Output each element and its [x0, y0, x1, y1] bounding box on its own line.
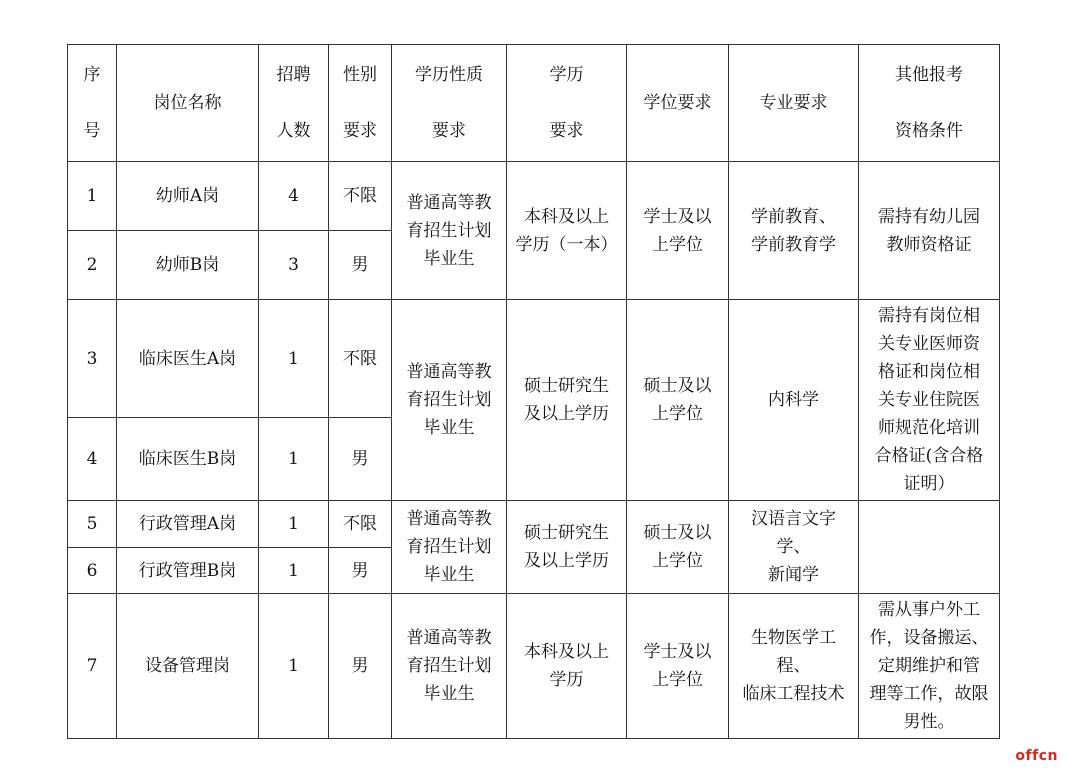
cell-seq: 6 [68, 548, 117, 594]
header-gender: 性别 要求 [329, 45, 392, 162]
cell-recruit-count: 1 [259, 418, 329, 501]
cell-edu: 本科及以上 学历（一本） [507, 162, 627, 300]
cell-seq: 2 [68, 231, 117, 300]
header-recruit-count: 招聘 人数 [259, 45, 329, 162]
cell-degree: 学士及以 上学位 [627, 162, 729, 300]
cell-gender: 男 [329, 548, 392, 594]
header-row [68, 45, 1000, 162]
cell-gender: 不限 [329, 300, 392, 418]
cell-edu: 本科及以上 学历 [507, 594, 627, 739]
table-row [68, 594, 1000, 739]
cell-degree: 学士及以 上学位 [627, 594, 729, 739]
cell-edu-type: 普通高等教 育招生计划 毕业生 [392, 162, 507, 300]
cell-degree: 硕士及以 上学位 [627, 501, 729, 594]
cell-seq: 7 [68, 594, 117, 739]
cell-gender: 不限 [329, 501, 392, 548]
cell-position-name: 临床医生A岗 [117, 300, 259, 418]
cell-edu: 硕士研究生 及以上学历 [507, 501, 627, 594]
cell-gender: 不限 [329, 162, 392, 231]
cell-position-name: 幼师A岗 [117, 162, 259, 231]
cell-recruit-count: 1 [259, 548, 329, 594]
cell-gender: 男 [329, 231, 392, 300]
cell-gender: 男 [329, 594, 392, 739]
header-edu: 学历 要求 [507, 45, 627, 162]
header-position-name: 岗位名称 [117, 45, 259, 162]
cell-position-name: 设备管理岗 [117, 594, 259, 739]
header-edu-type: 学历性质 要求 [392, 45, 507, 162]
cell-seq: 4 [68, 418, 117, 501]
cell-other [859, 501, 1000, 594]
cell-other: 需持有岗位相 关专业医师资 格证和岗位相 关专业住院医 师规范化培训 合格证(含合格 证明） [859, 300, 1000, 501]
cell-major: 内科学 [729, 300, 859, 501]
cell-other: 需持有幼儿园 教师资格证 [859, 162, 1000, 300]
cell-major: 学前教育、 学前教育学 [729, 162, 859, 300]
cell-recruit-count: 3 [259, 231, 329, 300]
cell-edu: 硕士研究生 及以上学历 [507, 300, 627, 501]
header-seq: 序 号 [68, 45, 117, 162]
cell-position-name: 幼师B岗 [117, 231, 259, 300]
cell-gender: 男 [329, 418, 392, 501]
cell-seq: 3 [68, 300, 117, 418]
watermark-logo: offcn [1015, 748, 1058, 764]
cell-seq: 5 [68, 501, 117, 548]
header-major: 专业要求 [729, 45, 859, 162]
header-other: 其他报考 资格条件 [859, 45, 1000, 162]
cell-position-name: 行政管理B岗 [117, 548, 259, 594]
cell-position-name: 行政管理A岗 [117, 501, 259, 548]
cell-recruit-count: 4 [259, 162, 329, 231]
cell-position-name: 临床医生B岗 [117, 418, 259, 501]
cell-recruit-count: 1 [259, 300, 329, 418]
table-row [68, 300, 1000, 418]
cell-other: 需从事户外工 作，设备搬运、 定期维护和管 理等工作，故限 男性。 [859, 594, 1000, 739]
recruitment-table [67, 44, 1000, 739]
cell-edu-type: 普通高等教 育招生计划 毕业生 [392, 594, 507, 739]
cell-major: 汉语言文字 学、 新闻学 [729, 501, 859, 594]
cell-seq: 1 [68, 162, 117, 231]
cell-degree: 硕士及以 上学位 [627, 300, 729, 501]
table-row [68, 162, 1000, 231]
cell-recruit-count: 1 [259, 594, 329, 739]
cell-edu-type: 普通高等教 育招生计划 毕业生 [392, 501, 507, 594]
table-row [68, 501, 1000, 548]
header-degree: 学位要求 [627, 45, 729, 162]
cell-major: 生物医学工 程、 临床工程技术 [729, 594, 859, 739]
cell-edu-type: 普通高等教 育招生计划 毕业生 [392, 300, 507, 501]
cell-recruit-count: 1 [259, 501, 329, 548]
